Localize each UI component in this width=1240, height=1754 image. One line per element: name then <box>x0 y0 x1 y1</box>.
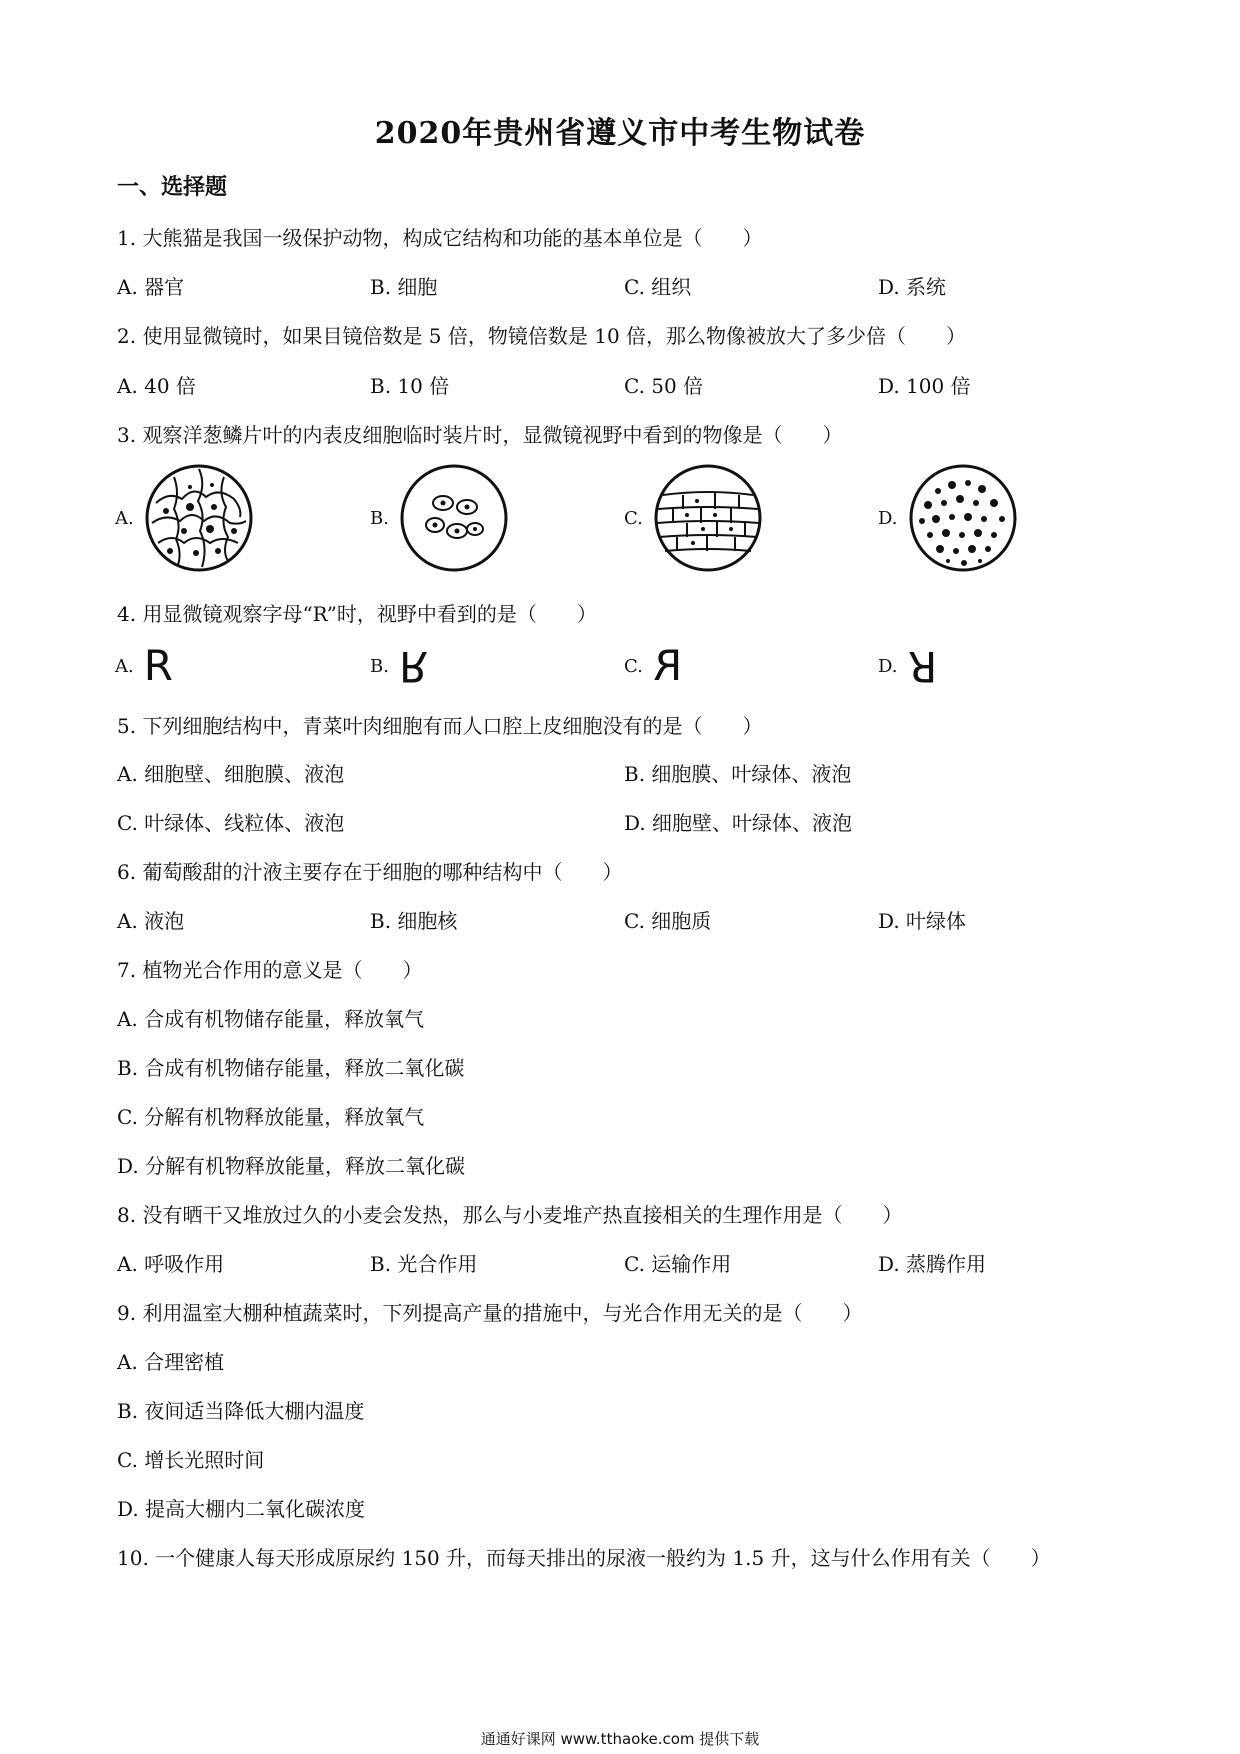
q4-option-d <box>878 642 937 691</box>
q5-option-d: D. 细胞壁、叶绿体、液泡 <box>624 811 853 835</box>
question-3-stem: 3. 观察洋葱鳞片叶的内表皮细胞临时装片时，显微镜视野中看到的物像是（ ） <box>117 423 843 447</box>
q5-option-c: C. 叶绿体、线粒体、液泡 <box>117 811 345 835</box>
dotted-cells-image <box>908 463 1018 573</box>
q4-option-b-label: B. <box>370 655 389 677</box>
brick-cells-image <box>653 463 763 573</box>
q7-option-d: D. 分解有机物释放能量，释放二氧化碳 <box>117 1154 466 1178</box>
question-8-stem: 8. 没有晒干又堆放过久的小麦会发热，那么与小麦堆产热直接相关的生理作用是（ ） <box>117 1203 903 1227</box>
q9-option-b: B. 夜间适当降低大棚内温度 <box>117 1399 365 1423</box>
q7-option-a: A. 合成有机物储存能量，释放氧气 <box>117 1007 425 1031</box>
q6-option-c: C. 细胞质 <box>624 909 712 933</box>
q2-option-b: B. 10 倍 <box>370 374 450 398</box>
question-6-stem: 6. 葡萄酸甜的汁液主要存在于细胞的哪种结构中（ ） <box>117 860 623 884</box>
page-footer: 通通好课网 www.tthaoke.com 提供下载 <box>480 1730 760 1748</box>
q4-option-d-label: D. <box>878 655 898 677</box>
question-9-stem: 9. 利用温室大棚种植蔬菜时，下列提高产量的措施中，与光合作用无关的是（ ） <box>117 1301 863 1325</box>
question-1-stem: 1. 大熊猫是我国一级保护动物，构成它结构和功能的基本单位是（ ） <box>117 226 763 250</box>
q6-option-d: D. 叶绿体 <box>878 909 967 933</box>
question-5-stem: 5. 下列细胞结构中，青菜叶肉细胞有而人口腔上皮细胞没有的是（ ） <box>117 714 763 738</box>
letter-r-rotated: R <box>907 642 937 691</box>
q3-option-a <box>115 463 254 573</box>
q5-option-a: A. 细胞壁、细胞膜、液泡 <box>117 762 345 786</box>
q3-option-c <box>624 463 763 573</box>
q1-option-c: C. 组织 <box>624 275 692 299</box>
letter-r-flipped-vertical: R <box>398 642 429 691</box>
q1-option-d: D. 系统 <box>878 275 947 299</box>
cell-mosaic-image <box>144 463 254 573</box>
page-title: 2020年贵州省遵义市中考生物试卷 <box>374 116 866 151</box>
letter-r-normal: R <box>143 641 173 690</box>
q8-option-d: D. 蒸腾作用 <box>878 1252 987 1276</box>
question-7-stem: 7. 植物光合作用的意义是（ ） <box>117 958 423 982</box>
q9-option-a: A. 合理密植 <box>117 1350 225 1374</box>
q1-option-b: B. 细胞 <box>370 275 438 299</box>
question-10-stem: 10. 一个健康人每天形成原尿约 150 升，而每天排出的尿液一般约为 1.5 升，这与什么作用有关（ ） <box>117 1546 1051 1570</box>
q3-option-b <box>370 463 509 573</box>
q8-option-c: C. 运输作用 <box>624 1252 732 1276</box>
q3-option-d-label: D. <box>878 507 898 529</box>
q4-option-a-label: A. <box>115 655 134 677</box>
q7-option-b: B. 合成有机物储存能量，释放二氧化碳 <box>117 1056 465 1080</box>
q8-option-b: B. 光合作用 <box>370 1252 478 1276</box>
round-cells-image <box>399 463 509 573</box>
q4-option-c-label: C. <box>624 655 643 677</box>
q3-option-b-label: B. <box>370 507 389 529</box>
question-4-stem: 4. 用显微镜观察字母“R”时，视野中看到的是（ ） <box>117 602 597 626</box>
q2-option-a: A. 40 倍 <box>117 374 196 398</box>
q3-option-a-label: A. <box>115 507 134 529</box>
q3-option-c-label: C. <box>624 507 643 529</box>
q6-option-a: A. 液泡 <box>117 909 185 933</box>
q4-option-b <box>370 642 429 691</box>
section-heading: 一、选择题 <box>117 174 228 200</box>
q2-option-c: C. 50 倍 <box>624 374 704 398</box>
letter-r-flipped-horizontal: R <box>652 641 683 690</box>
q1-option-a: A. 器官 <box>117 275 185 299</box>
q2-option-d: D. 100 倍 <box>878 374 971 398</box>
q5-option-b: B. 细胞膜、叶绿体、液泡 <box>624 762 852 786</box>
q3-option-d <box>878 463 1018 573</box>
q4-option-a <box>115 641 173 690</box>
q4-option-c <box>624 641 683 690</box>
q9-option-c: C. 增长光照时间 <box>117 1448 265 1472</box>
q8-option-a: A. 呼吸作用 <box>117 1252 225 1276</box>
q9-option-d: D. 提高大棚内二氧化碳浓度 <box>117 1497 366 1521</box>
q7-option-c: C. 分解有机物释放能量，释放氧气 <box>117 1105 425 1129</box>
question-2-stem: 2. 使用显微镜时，如果目镜倍数是 5 倍，物镜倍数是 10 倍，那么物像被放大了多少倍（ ） <box>117 324 967 348</box>
q6-option-b: B. 细胞核 <box>370 909 458 933</box>
